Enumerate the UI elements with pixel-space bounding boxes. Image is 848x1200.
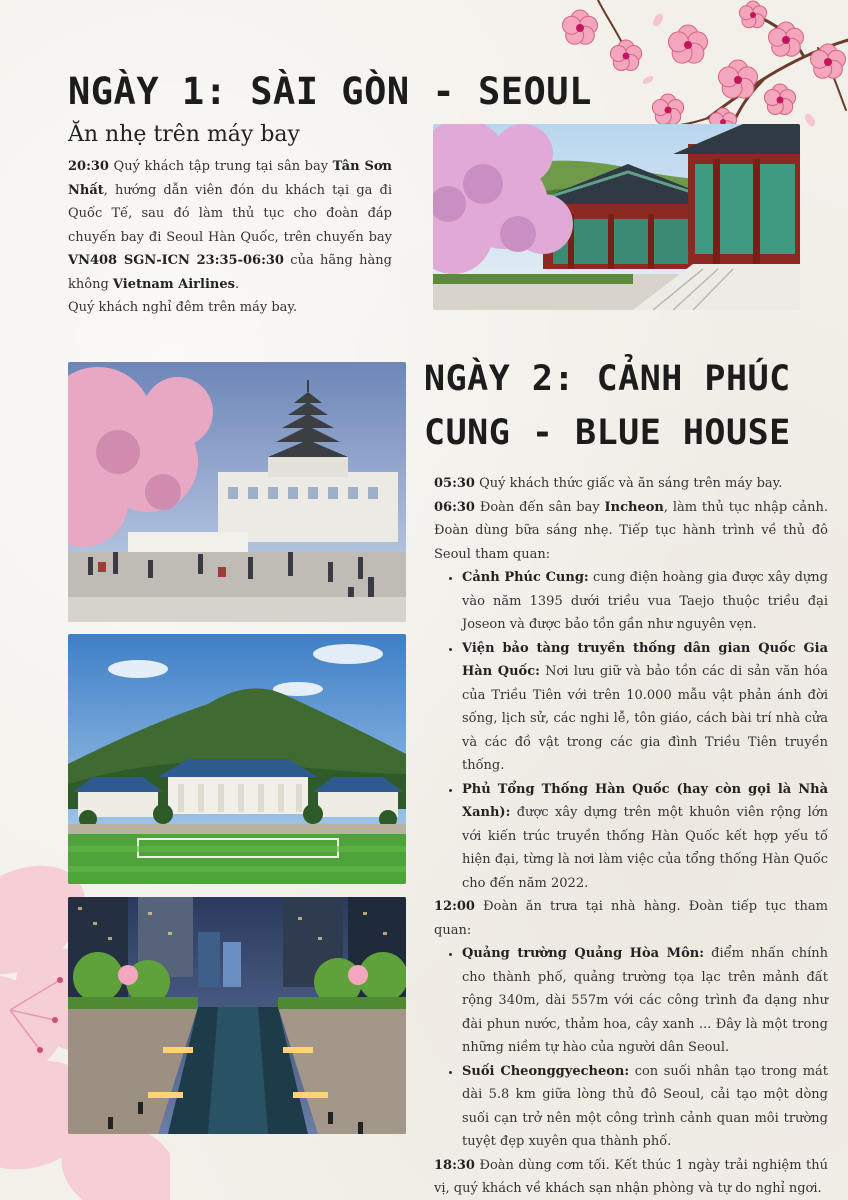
day2-description [434, 472, 828, 1200]
cheonggyecheon-stream-photo [68, 897, 406, 1134]
day2-paragraph-arrival [434, 496, 828, 567]
list-item [462, 566, 828, 637]
airline-name: Vietnam Airlines [112, 276, 235, 292]
morning-attractions-list [434, 566, 828, 895]
attraction-desc: điểm nhấn chính cho thành phố, quảng trường tọa lạc trên mảnh đất rộng 340m, dài 557m với các công trình đa dạng như đài phun nước, thảm hoa, cây xanh ... Đây là một trong những niềm tự hào của người dân Seoul. [462, 946, 828, 1055]
attraction-desc: được xây dựng trên một khuôn viên rộng lớn với kiến trúc truyền thống Hàn Quốc kết hợp yếu tố hiện đại, từng là nơi làm việc của tổng thống Hàn Quốc cho đến năm 2022. [462, 805, 828, 891]
day2-paragraph-wakeup [434, 472, 828, 496]
text-span: Đoàn ăn trưa tại nhà hàng. Đoàn tiếp tục tham quan: [434, 899, 828, 938]
flight-number: VN408 SGN-ICN 23:35-06:30 [68, 253, 284, 268]
day2-paragraph-lunch [434, 895, 828, 942]
attraction-name: Suối Cheonggyecheon: [462, 1063, 630, 1079]
attraction-name: Quảng trường Quảng Hòa Môn: [462, 946, 704, 961]
list-item [462, 637, 828, 778]
list-item [462, 1060, 828, 1154]
attraction-desc: cung điện hoàng gia được xây dựng vào năm 1395 dưới triều vua Taejo thuộc triều đại Joseon và được bảo tồn gần như nguyên vẹn. [462, 570, 828, 632]
attraction-name: Phủ Tổng Thống Hàn Quốc (hay còn gọi là Nhà Xanh): [462, 781, 828, 820]
time-label: 12:00 [434, 899, 475, 914]
attraction-name: Viện bảo tàng truyền thống dân gian Quốc Gia Hàn Quốc: [462, 640, 828, 679]
attraction-desc: con suối nhân tạo trong mát dài 5.8 km giữa lòng thủ đô Seoul, cải tạo một dòng suối cạn trở nên một công trình cảnh quan môi trường tuyệt đẹp xuyên qua thành phố. [462, 1063, 828, 1149]
day2-title: NGÀY 2: CẢNH PHÚC CUNG - BLUE HOUSE [424, 359, 791, 453]
national-folk-museum-photo [68, 362, 406, 622]
time-label: 06:30 [434, 499, 475, 515]
text-span: Đoàn dùng cơm tối. Kết thúc 1 ngày trải nghiệm thú vị, quý khách về khách sạn nhận phòng và tự do nghỉ ngơi. [434, 1157, 828, 1196]
time-label: 18:30 [434, 1157, 475, 1173]
time-label: 20:30 [68, 159, 109, 174]
blue-house-photo [68, 634, 406, 884]
time-label: 05:30 [434, 476, 475, 491]
attraction-name: Cảnh Phúc Cung: [462, 570, 589, 585]
text-span: . [234, 276, 240, 292]
attraction-desc: Nơi lưu giữ và bảo tồn các di sản văn hóa của Triều Tiên với trên 10.000 mẫu vật phản ánh đời sống, lịch sử, các nghi lễ, tôn giáo, cách bài trí nhà cửa và các đồ vật trong các gia đình Triều Tiên truyền thống. [462, 664, 828, 773]
text-span: , hướng dẫn viên đón du khách tại ga đi Quốc Tế, sau đó làm thủ tục cho đoàn đáp chuyến bay đi Seoul Hàn Quốc, trên chuyến bay [68, 182, 392, 245]
afternoon-attractions-list [434, 942, 828, 1154]
text-span: của hãng hàng không [68, 253, 393, 292]
list-item [462, 942, 828, 1060]
day1-subtitle: Ăn nhẹ trên máy bay [68, 122, 300, 147]
cherry-blossom-branch-decoration [548, 0, 848, 140]
text-span: , làm thủ tục nhập cảnh. Đoàn dùng bữa sáng nhẹ. Tiếp tục hành trình về thủ đô Seoul tham quan: [434, 499, 828, 562]
day2-paragraph-dinner [434, 1154, 828, 1200]
text-span: Quý khách tập trung tại sân bay [108, 159, 333, 174]
day1-paragraph-checkin [68, 155, 392, 296]
gyeongbokgung-palace-photo [433, 124, 800, 310]
text-span: Quý khách thức giấc và ăn sáng trên máy bay. [474, 476, 783, 491]
list-item [462, 778, 828, 896]
airport-name: Incheon [604, 499, 664, 515]
text-span: Đoàn đến sân bay [474, 499, 605, 515]
airport-name: Tân Sơn Nhất [68, 159, 392, 198]
day1-description [68, 155, 392, 320]
day1-title: NGÀY 1: SÀI GÒN - SEOUL [68, 70, 592, 113]
day1-paragraph-overnight: Quý khách nghỉ đêm trên máy bay. [68, 300, 298, 315]
